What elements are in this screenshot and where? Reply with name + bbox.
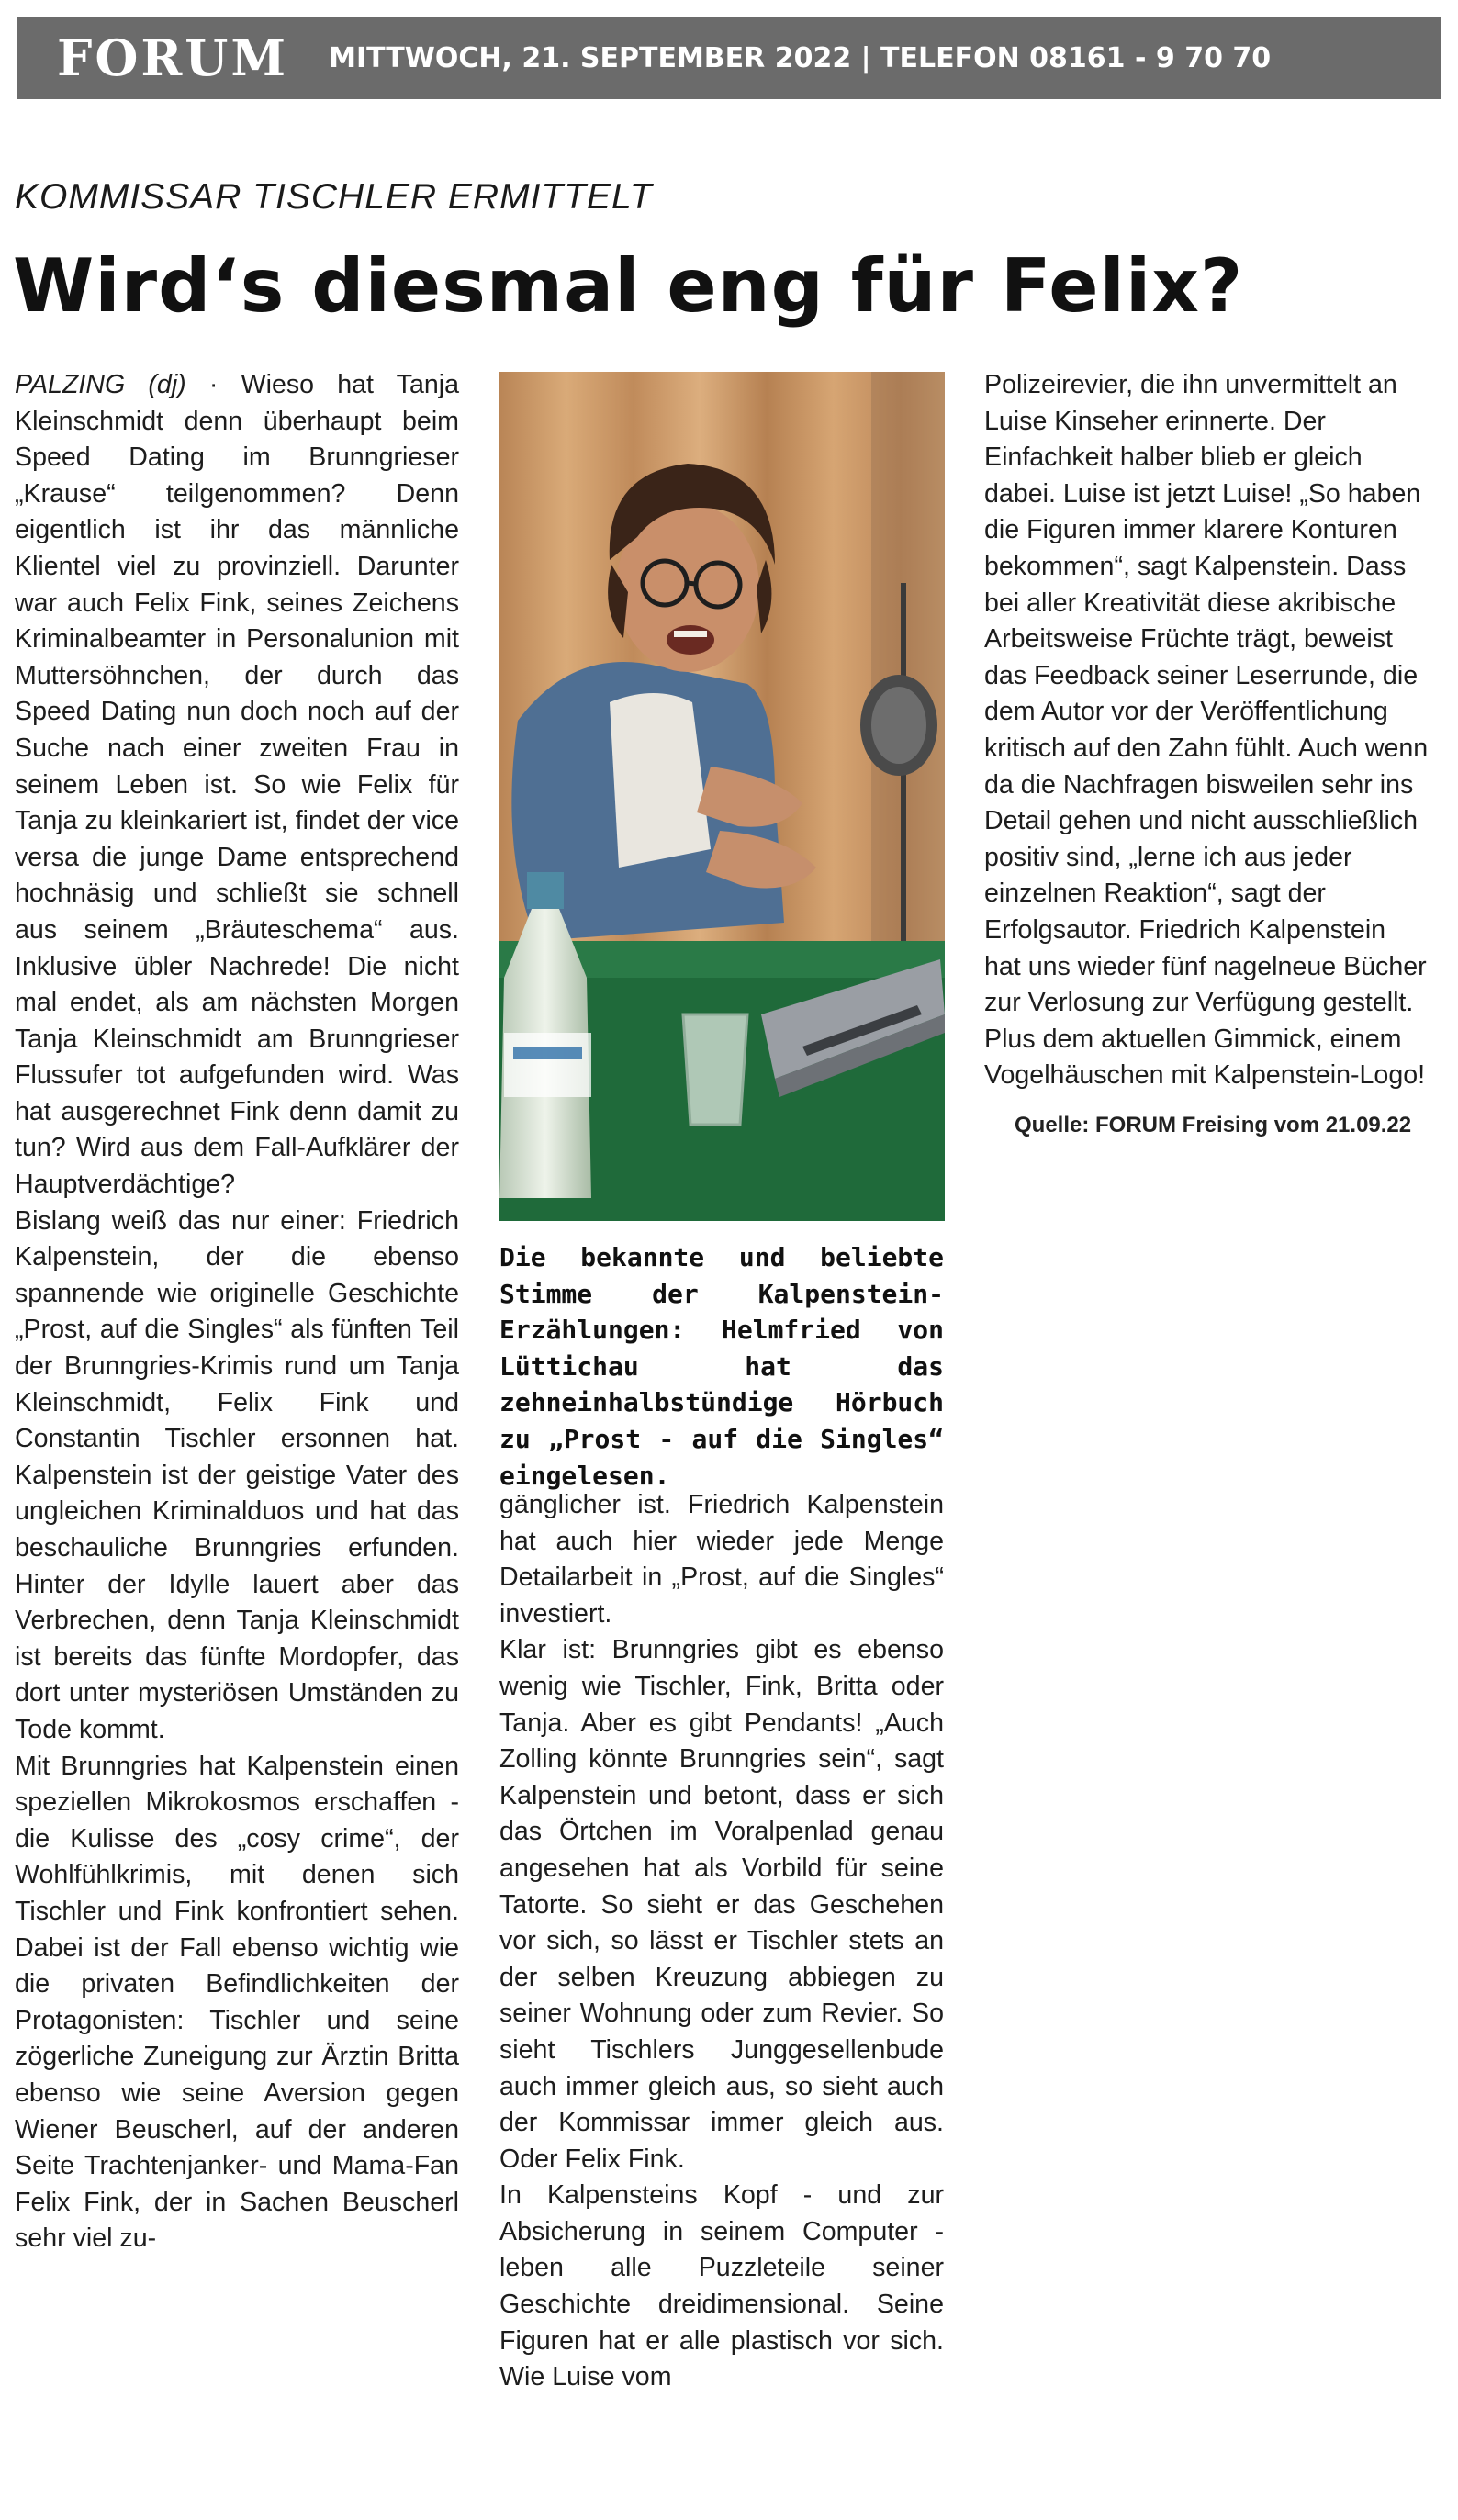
dateline-separator: · [185, 370, 241, 399]
paragraph: Bislang weiß das nur einer: Friedrich Kalpenstein, der die ebenso spannende wie originelle Geschichte „Prost, auf die Singles“ als fünften Teil der Brunngries-Krimis rund um Tanja Kleinschmidt, Felix Fink und Constantin Tischler ersonnen hat. Kalpenstein ist der geistige Vater des ungleichen Kriminalduos und hat das beschauliche Brunngries erfunden. Hinter der Idylle lauert aber das Verbrechen, denn Tanja Kleinschmidt ist bereits das fünfte Mordopfer, das dort unter mysteriösen Umständen zu Tode kommt. [15, 1205, 459, 1744]
article-column-3 [984, 367, 1429, 1094]
masthead-date-phone: MITTWOCH, 21. SEPTEMBER 2022 | TELEFON 08161 - 9 70 70 [329, 41, 1272, 74]
source-credit: Quelle: FORUM Freising vom 21.09.22 [1015, 1113, 1412, 1137]
paragraph [15, 367, 459, 1204]
paragraph: In Kalpensteins Kopf - und zur Absicherung in seinem Computer - leben alle Puzzleteile seiner Geschichte dreidimensional. Seine Figuren hat er alle plastisch vor sich. Wie Luise vom [499, 2180, 944, 2392]
forum-logo: FORUM [57, 28, 289, 87]
dateline: PALZING (dj) [15, 370, 186, 399]
paragraph: Mit Brunngries hat Kalpenstein einen speziellen Mikrokosmos erschaffen - die Kulisse des „cosy crime“, der Wohlfühlkrimis, mit denen sich Tischler und Fink konfrontiert sehen. Dabei ist der Fall ebenso wichtig wie die privaten Befindlichkeiten der Protagonisten: Tischler und seine zögerliche Zuneigung zur Ärztin Britta ebenso wie seine Aversion gegen Wiener Beuscherl, auf der anderen Seite Trachtenjanker- und Mama-Fan Felix Fink, der in Sachen Beuscherl sehr viel zu- [15, 1751, 459, 2254]
article-photo [499, 372, 945, 1221]
paragraph: gänglicher ist. Friedrich Kalpenstein hat auch hier wieder jede Menge Detailarbeit in „Prost, auf die Singles“ investiert. [499, 1490, 944, 1629]
article-column-2 [499, 1487, 944, 2396]
paragraph: Klar ist: Brunngries gibt es ebenso wenig wie Tischler, Fink, Britta oder Tanja. Aber es gibt Pendants! „Auch Zolling könnte Brunngries sein“, sagt Kalpenstein und betont, dass er sich das Örtchen im Voralpenlad genau angesehen hat als Vorbild für seine Tatorte. So sieht er das Geschehen vor sich, so lässt er Tischler stets an der selben Kreuzung abbiegen zu seiner Wohnung oder zum Revier. So sieht Tischlers Junggesellenbude auch immer gleich aus, so sieht auch der Kommissar immer gleich aus. Oder Felix Fink. [499, 1635, 944, 2174]
masthead-bar [17, 17, 1441, 99]
photo-caption: Die bekannte und beliebte Stimme der Kalpenstein-Erzählungen: Helmfried von Lüttichau hat das zehneinhalbstündige Hörbuch zu „Prost - auf die Singles“ eingelesen. [499, 1242, 944, 1491]
article-column-1 [15, 367, 459, 2257]
paragraph: Polizeirevier, die ihn unvermittelt an Luise Kinseher erinnerte. Der Einfachkeit halber blieb er gleich dabei. Luise ist jetzt Luise! „So haben die Figuren immer klarere Konturen bekommen“, sagt Kalpenstein. Dass bei aller Kreativität diese akribische Arbeitsweise Früchte trägt, beweist das Feedback seiner Leserrunde, die dem Autor vor der Veröffentlichung kritisch auf den Zahn fühlt. Auch wenn da die Nachfragen bisweilen sehr ins Detail gehen und nicht ausschließlich positiv sind, „lerne ich aus jeder einzelnen Reaktion“, sagt der Erfolgsautor. Friedrich Kalpenstein hat uns wieder fünf nagelneue Bücher zur Verlosung zur Verfügung gestellt. Plus dem aktuellen Gimmick, einem Vogelhäuschen mit Kalpenstein-Logo! [984, 370, 1429, 1091]
article-kicker: KOMMISSAR TISCHLER ERMITTELT [15, 177, 653, 217]
article-headline: Wird‘s diesmal eng für Felix? [13, 243, 1244, 329]
paragraph-text: Wieso hat Tanja Kleinschmidt denn überhaupt beim Speed Dating im Brunngrieser „Krause“ teilgenommen? Denn eigentlich ist ihr das männliche Klientel viel zu provinziell. Darunter war auch Felix Fink, seines Zeichens Kriminalbeamter in Personalunion mit Muttersöhnchen, der durch das Speed Dating nun doch noch auf der Suche nach einer zweiten Frau in seinem Leben ist. So wie Felix für Tanja zu kleinkariert ist, findet der vice versa die junge Dame entsprechend hochnäsig und schließt sie schnell aus seinem „Bräuteschema“ aus. Inklusive übler Nachrede! Die nicht mal endet, als am nächsten Morgen Tanja Kleinschmidt am Brunngrieser Flussufer tot aufgefunden wird. Was hat ausgerechnet Fink denn damit zu tun? Wird aus dem Fall-Aufklärer der Hauptverdächtige? [15, 370, 460, 1200]
photo-illustration [499, 372, 945, 1221]
